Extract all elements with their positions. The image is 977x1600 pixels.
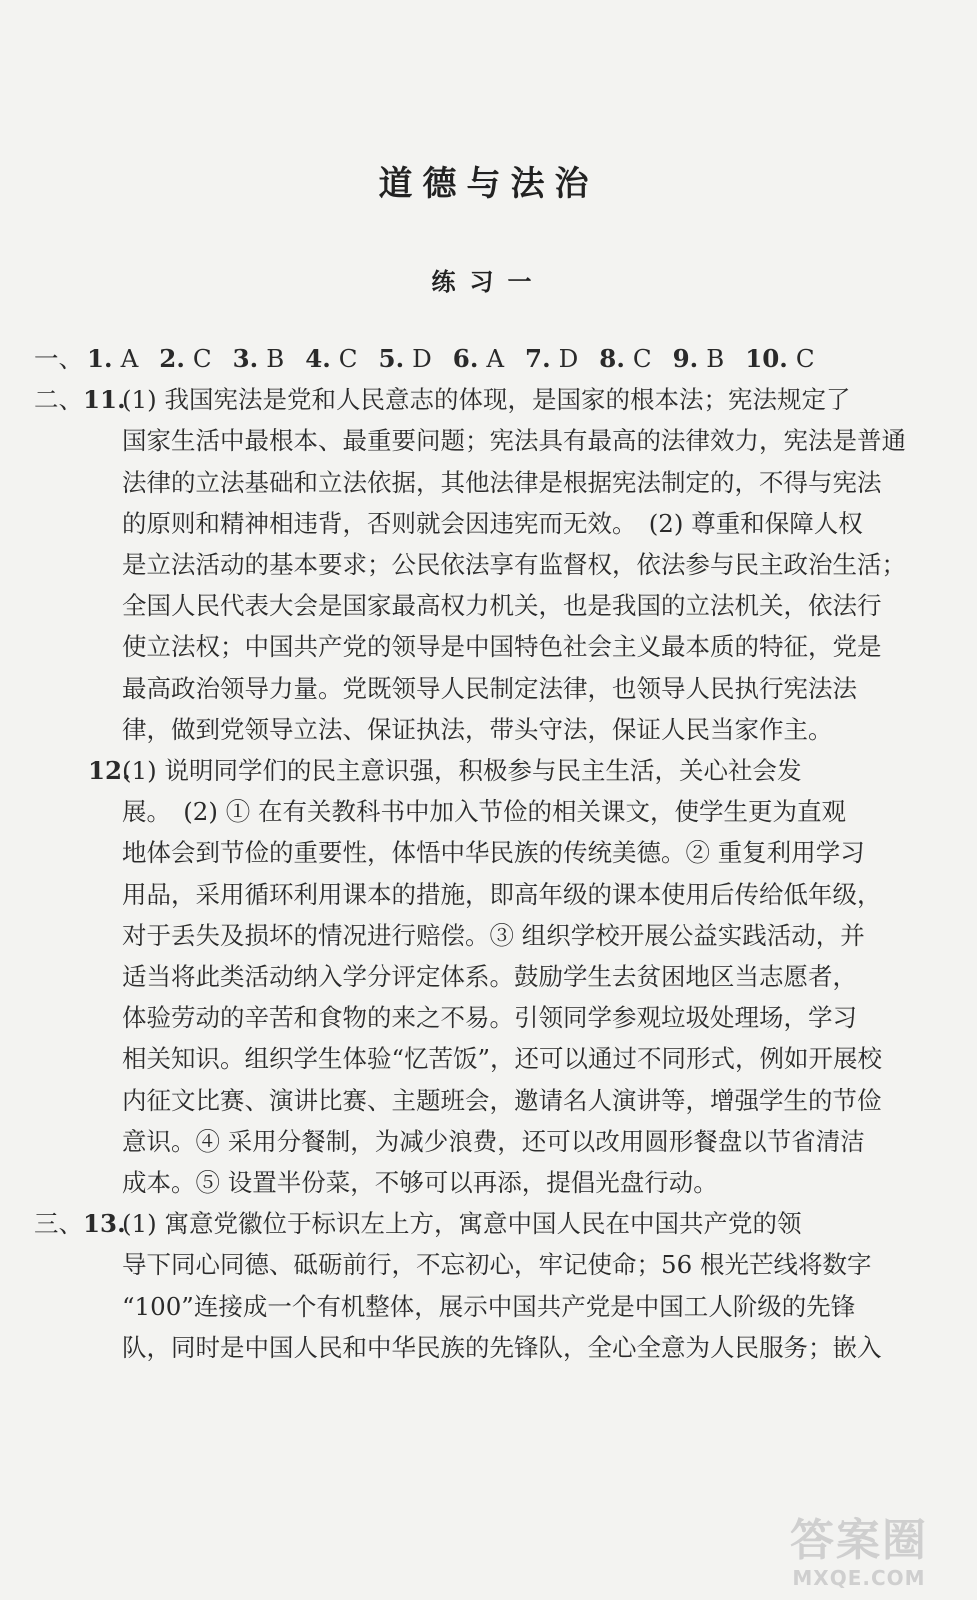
answer-line: 适当将此类活动纳入学分评定体系。鼓励学生去贫困地区当志愿者， xyxy=(122,962,857,992)
mcq-answer: 8. C xyxy=(599,344,652,373)
mcq-answer: 5. D xyxy=(378,344,432,373)
answer-line: 队，同时是中国人民和中华民族的先锋队，全心全意为人民服务；嵌入 xyxy=(122,1332,882,1362)
answer-line: 律，做到党领导立法、保证执法，带头守法，保证人民当家作主。 xyxy=(122,714,833,744)
mcq-answer: 1. A xyxy=(87,344,139,373)
answer-line: 是立法活动的基本要求；公民依法享有监督权，依法参与民主政治生活； xyxy=(122,550,906,580)
answer-line: 最高政治领导力量。党既领导人民制定法律，也领导人民执行宪法法 xyxy=(122,673,857,703)
answer-line: (1) 说明同学们的民主意识强，积极参与民主生活，关心社会发 xyxy=(122,756,802,786)
answer-line: 体验劳动的辛苦和食物的来之不易。引领同学参观垃圾处理场，学习 xyxy=(122,1003,857,1033)
mcq-answer: 7. D xyxy=(525,344,579,373)
answer-line: 的原则和精神相违背，否则就会因违宪而无效。 (2) 尊重和保障人权 xyxy=(122,508,863,538)
answer-line: 全国人民代表大会是国家最高权力机关，也是我国的立法机关，依法行 xyxy=(122,591,882,621)
mcq-answer: 2. C xyxy=(159,344,212,373)
answer-line: 成本。⑤ 设置半份菜，不够可以再添，提倡光盘行动。 xyxy=(122,1168,718,1198)
mcq-answer: 10. C xyxy=(745,344,815,373)
mcq-answer: 4. C xyxy=(305,344,358,373)
answer-line: 使立法权；中国共产党的领导是中国特色社会主义最本质的特征，党是 xyxy=(122,632,882,662)
question-11-answer xyxy=(34,379,904,750)
answer-line: 国家生活中最根本、最重要问题；宪法具有最高的法律效力，宪法是普通 xyxy=(122,426,906,456)
watermark-logo xyxy=(759,1516,959,1590)
answer-line: (1) 寓意党徽位于标识左上方，寓意中国人民在中国共产党的领 xyxy=(122,1209,802,1239)
answer-line: 相关知识。组织学生体验“忆苦饭”，还可以通过不同形式，例如开展校 xyxy=(122,1044,883,1074)
answer-line: 法律的立法基础和立法依据，其他法律是根据宪法制定的，不得与宪法 xyxy=(122,467,882,497)
question-number: 12. xyxy=(88,756,131,786)
answer-line: 内征文比赛、演讲比赛、主题班会，邀请名人演讲等，增强学生的节俭 xyxy=(122,1085,882,1115)
answer-line: 对于丢失及损坏的情况进行赔偿。③ 组织学校开展公益实践活动，并 xyxy=(122,920,865,950)
page-title: 道德与法治 xyxy=(378,164,599,204)
exercise-heading: 练习一 xyxy=(431,267,546,296)
watermark-logo-text: 答案圈 xyxy=(790,1515,928,1566)
answer-line: 用品，采用循环利用课本的措施，即高年级的课本使用后传给低年级， xyxy=(122,879,882,909)
mcq-answer: 3. B xyxy=(232,344,285,373)
multiple-choice-answers xyxy=(34,338,904,379)
answer-line: 展。 (2) ① 在有关教科书中加入节俭的相关课文，使学生更为直观 xyxy=(122,797,847,827)
question-13-answer xyxy=(34,1203,904,1368)
question-number: 三、13. xyxy=(34,1209,126,1239)
question-12-answer xyxy=(34,750,904,1203)
mcq-answer: 6. A xyxy=(452,344,505,373)
question-number: 二、11. xyxy=(34,385,126,415)
section-label: 一、 xyxy=(34,344,83,373)
answer-line: 意识。④ 采用分餐制，为减少浪费，还可以改用圆形餐盘以节省清洁 xyxy=(122,1126,865,1156)
answer-content xyxy=(34,338,904,1368)
answer-line: 地体会到节俭的重要性，体悟中华民族的传统美德。② 重复利用学习 xyxy=(122,838,865,868)
answer-line: 导下同心同德、砥砺前行，不忘初心，牢记使命；56 根光芒线将数字 xyxy=(122,1250,872,1280)
watermark-url: MXQE.COM xyxy=(792,1566,926,1590)
answer-line: “100”连接成一个有机整体，展示中国共产党是中国工人阶级的先锋 xyxy=(122,1291,856,1321)
answer-line: (1) 我国宪法是党和人民意志的体现，是国家的根本法；宪法规定了 xyxy=(122,385,851,415)
mcq-answer: 9. B xyxy=(672,344,725,373)
